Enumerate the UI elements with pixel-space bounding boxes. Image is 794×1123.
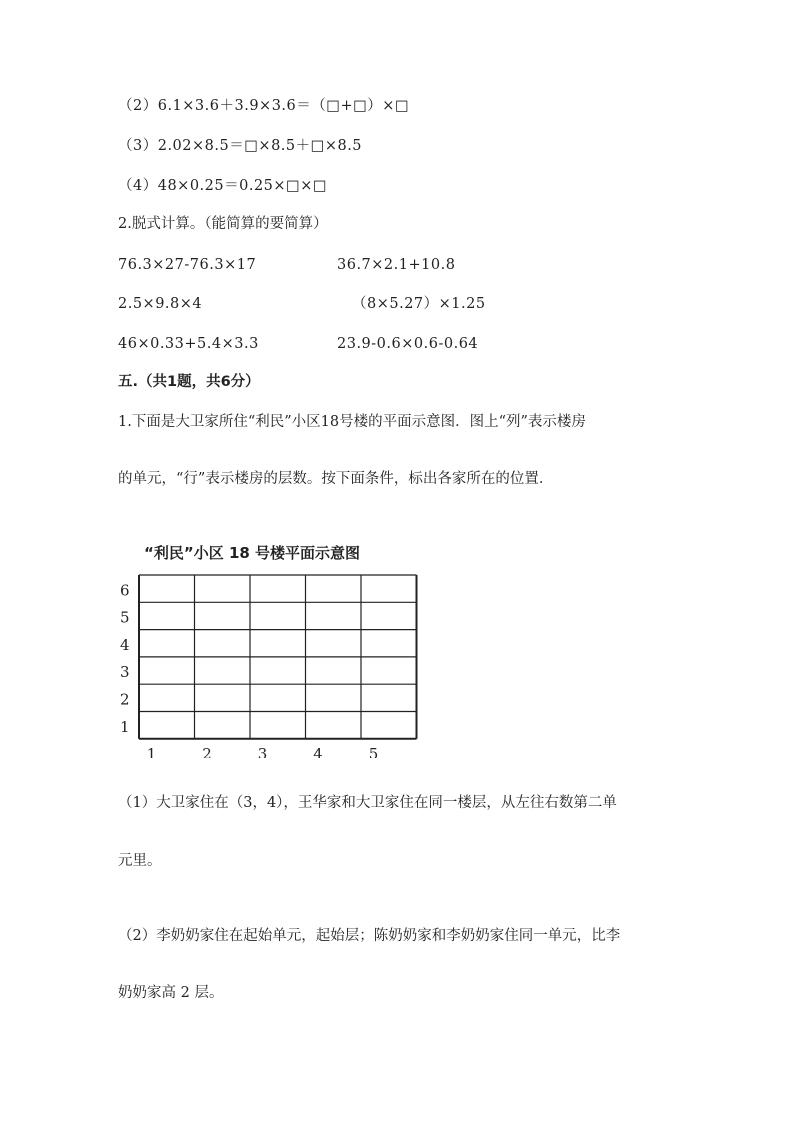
row-label: 2: [120, 690, 130, 709]
calc-row-1-left: 76.3×27-76.3×17: [118, 257, 257, 273]
calc-row-2-left: 2.5×9.8×4: [118, 296, 203, 312]
column-label: 1: [146, 744, 157, 758]
calc-row-1-right: 36.7×2.1+10.8: [337, 257, 456, 273]
condition-1-line-2: 元里。: [118, 853, 162, 869]
section5-heading: 五.（共1题，共6分）: [118, 374, 260, 390]
calc-row-3-left: 46×0.33+5.4×3.3: [118, 336, 259, 352]
condition-2-line-1: （2）李奶奶家住在起始单元，起始层；陈奶奶家和李奶奶家住同一单元，比李: [118, 928, 621, 944]
column-label: 3: [257, 744, 268, 758]
section2-heading: 2.脱式计算。（能简算的要简算）: [118, 216, 328, 232]
figure-title: “利民”小区 18 号楼平面示意图: [144, 544, 361, 562]
building-floor-plan-figure: [118, 540, 428, 758]
condition-2-line-2: 奶奶家高 2 层。: [118, 985, 224, 1001]
calc-row-3-right: 23.9-0.6×0.6-0.64: [337, 336, 479, 352]
equation-q4: （4）48×0.25＝0.25×□×□: [118, 178, 328, 194]
equation-q3: （3）2.02×8.5＝□×8.5＋□×8.5: [118, 138, 363, 154]
calc-row-2-right: （8×5.27）×1.25: [352, 296, 486, 312]
column-label: 5: [368, 744, 379, 758]
row-label: 4: [120, 635, 130, 654]
row-label: 5: [120, 608, 130, 627]
equation-q2: （2）6.1×3.6＋3.9×3.6＝（□+□）×□: [118, 98, 410, 114]
problem-line-2: 的单元，“行”表示楼房的层数。按下面条件，标出各家所在的位置．: [118, 471, 554, 487]
row-label: 6: [120, 581, 130, 600]
row-label: 3: [120, 663, 130, 682]
problem-line-1: 1.下面是大卫家所住“利民”小区18号楼的平面示意图．图上“列”表示楼房: [118, 414, 586, 430]
column-label: 2: [202, 744, 212, 758]
floor-plan-grid: [118, 540, 428, 758]
row-label: 1: [120, 717, 130, 736]
column-label: 4: [313, 744, 323, 758]
condition-1-line-1: （1）大卫家住在（3，4），王华家和大卫家住在同一楼层，从左往右数第二单: [118, 795, 617, 811]
